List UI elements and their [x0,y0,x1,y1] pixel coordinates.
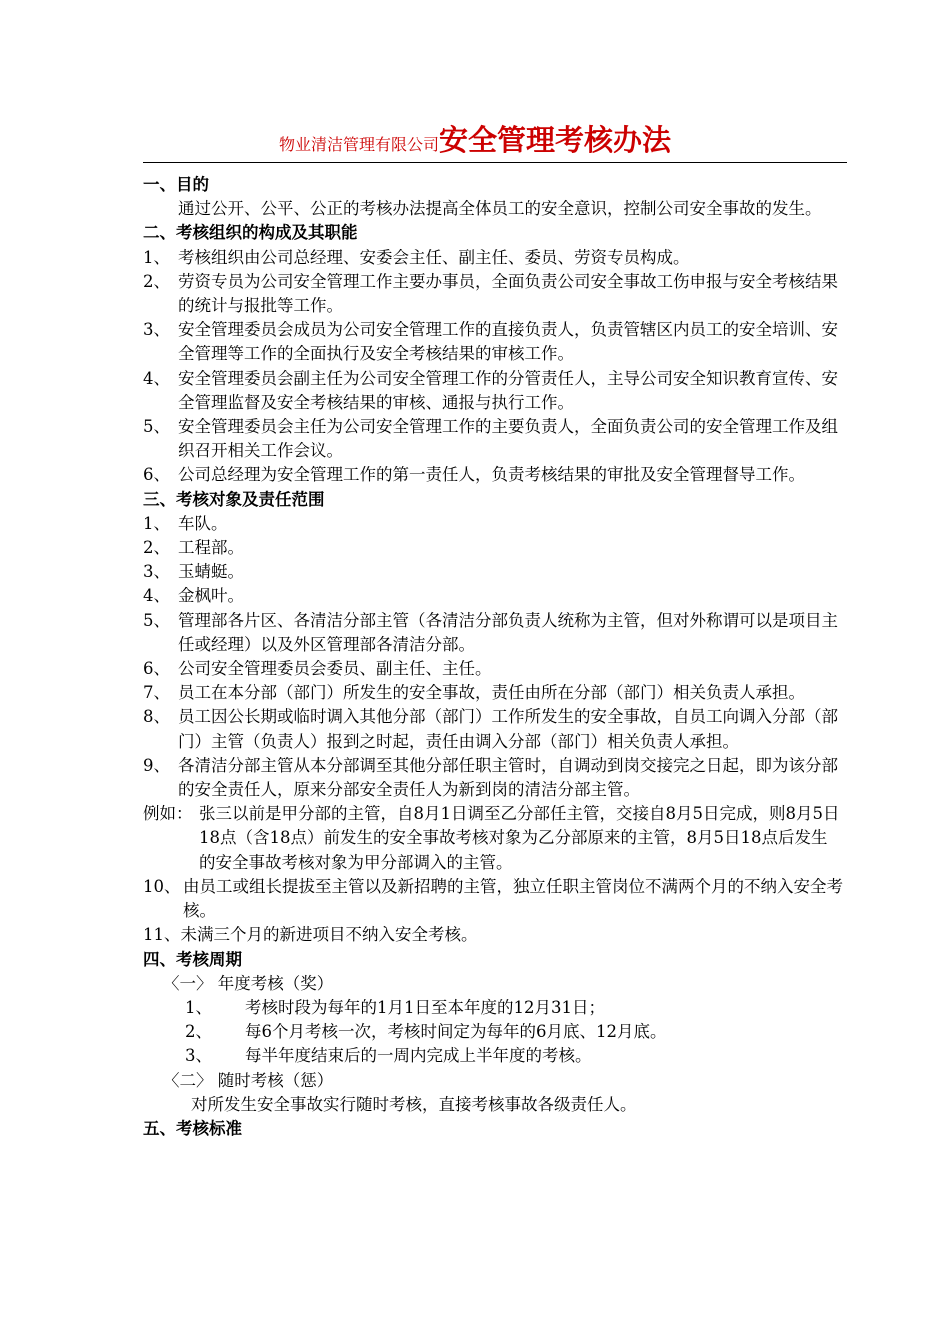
item-text: 考核时段为每年的1月1日至本年度的12月31日； [245,997,605,1017]
section-heading: 五、考核标准 [143,1118,242,1138]
list-item [143,367,843,415]
main-title: 安全管理考核办法 [439,123,672,157]
item-text: 公司总经理为安全管理工作的第一责任人，负责考核结果的审批及安全管理督导工作。 [178,465,805,485]
item-number: 4、 [143,586,170,606]
item-number: 9、 [143,755,170,775]
item-text: 工程部。 [178,538,244,558]
item-number: 4、 [143,368,170,388]
item-text: 劳资专员为公司安全管理工作主要办事员，全面负责公司安全事故工伤申报与安全考核结果的统计与报批等工作。 [178,271,838,316]
item-text: 玉蜻蜓。 [178,562,244,582]
item-number: 2、 [143,538,170,558]
item-text: 公司安全管理委员会委员、副主任、主任。 [178,659,492,679]
list-item [143,463,843,487]
section-heading: 一、目的 [143,175,209,194]
list-item [143,270,843,318]
list-item [143,318,843,366]
example-label: 例如： [143,804,193,824]
item-number: 1、 [143,247,170,267]
item-number: 2、 [185,1022,212,1042]
item-text: 安全管理委员会主任为公司安全管理工作的主要负责人，全面负责公司的安全管理工作及组织召开相关工作会议。 [178,417,838,461]
item-number: 8、 [143,707,170,727]
item-text: 员工在本分部（部门）所发生的安全事故，责任由所在分部（部门）相关负责人承担。 [178,683,805,703]
title-divider [143,162,847,163]
list-item [143,584,843,608]
list-item: 11、未满三个月的新进项目不纳入安全考核。 [143,925,478,945]
item-text: 由员工或组长提拔至主管以及新招聘的主管，独立任职主管岗位不满两个月的不纳入安全考核。 [183,876,843,921]
item-number: 3、 [185,1046,212,1066]
item-number: 7、 [143,683,170,703]
list-item [143,996,843,1020]
paragraph: 通过公开、公平、公正的考核办法提高全体员工的安全意识，控制公司安全事故的发生。 [178,199,822,219]
item-text: 安全管理委员会副主任为公司安全管理工作的分管责任人，主导公司安全知识教育宣传、安全管理监督及安全考核结果的审核、通报与执行工作。 [178,368,838,412]
item-number: 1、 [143,513,170,533]
list-item [143,609,843,657]
list-item [143,1020,843,1044]
subsection-heading: 〈二〉 随时考核（惩） [163,1070,334,1090]
list-item [143,560,843,584]
list-item [143,246,843,270]
item-text: 各清洁分部主管从本分部调至其他分部任职主管时，自调动到岗交接完之日起，即为该分部的安全责任人，原来分部安全责任人为新到岗的清洁分部主管。 [178,755,838,800]
document-body [143,173,843,1141]
section-heading: 四、考核周期 [143,949,242,969]
section-heading: 二、考核组织的构成及其职能 [143,223,358,243]
item-text: 员工因公长期或临时调入其他分部（部门）工作所发生的安全事故，自员工向调入分部（部门）主管（负责人）报到之时起，责任由调入分部（部门）相关负责人承担。 [178,707,838,751]
item-number: 2、 [143,271,170,291]
item-text: 每6个月考核一次，考核时间定为每年的6月底、12月底。 [245,1022,667,1042]
list-item [143,512,843,536]
list-item [143,415,843,463]
item-text: 每半年度结束后的一周内完成上半年度的考核。 [245,1046,592,1066]
list-item [143,536,843,560]
item-number: 3、 [143,562,170,582]
item-text: 安全管理委员会成员为公司安全管理工作的直接负责人，负责管辖区内员工的安全培训、安全管理等工作的全面执行及安全考核结果的审核工作。 [178,320,838,364]
example-block [143,802,843,875]
item-number: 6、 [143,465,170,485]
list-item [143,875,843,923]
list-item [143,754,843,802]
paragraph: 对所发生安全事故实行随时考核，直接考核事故各级责任人。 [191,1094,637,1114]
item-number: 3、 [143,320,170,340]
document-title [0,118,950,159]
list-item [143,705,843,753]
list-item [143,681,843,705]
item-text: 车队。 [178,513,228,533]
item-number: 5、 [143,417,170,437]
company-name: 物业清洁管理有限公司 [278,135,439,154]
item-number: 6、 [143,659,170,679]
item-text: 管理部各片区、各清洁分部主管（各清洁分部负责人统称为主管，但对外称谓可以是项目主任或经理）以及外区管理部各清洁分部。 [178,610,838,654]
item-text: 金枫叶。 [178,586,244,606]
subsection-heading: 〈一〉 年度考核（奖） [163,973,334,993]
item-number: 5、 [143,610,170,630]
item-text: 考核组织由公司总经理、安委会主任、副主任、委员、劳资专员构成。 [178,247,690,267]
list-item [143,1044,843,1068]
item-number: 1、 [185,997,212,1017]
item-number: 10、 [143,876,181,896]
section-heading: 三、考核对象及责任范围 [143,489,325,509]
list-item [143,657,843,681]
example-text: 张三以前是甲分部的主管，自8月1日调至乙分部任主管，交接自8月5日完成，则8月5日18点（含18点）前发生的安全事故考核对象为乙分部原来的主管，8月5日18点后发生的安全事故考核对象为甲分部调入的主管。 [199,804,840,872]
